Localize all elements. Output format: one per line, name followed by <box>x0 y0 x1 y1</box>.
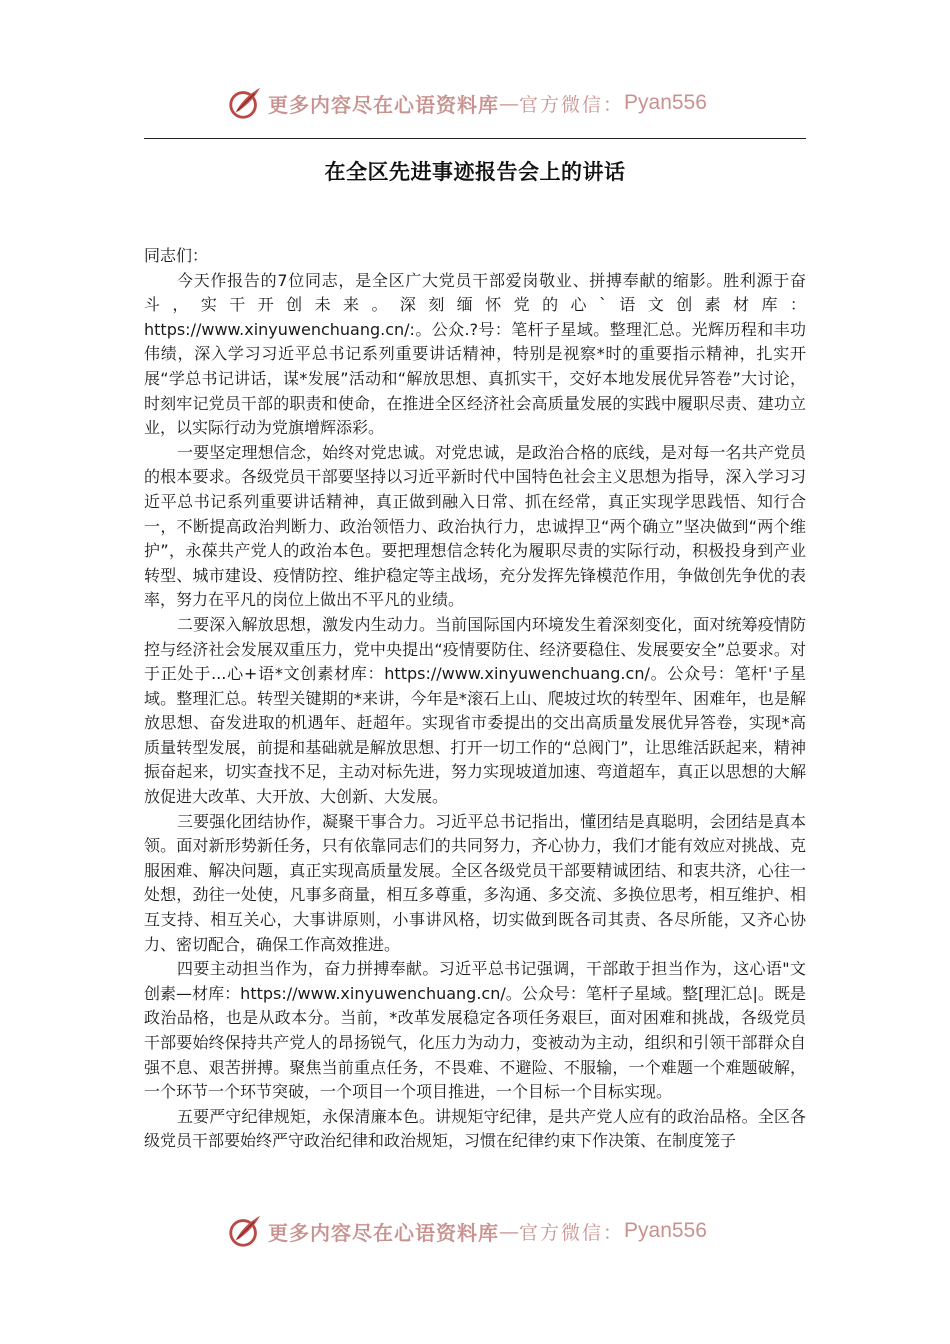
document-title: 在全区先进事迹报告会上的讲话 <box>324 160 626 184</box>
banner-label: 官方微信： <box>519 1221 625 1244</box>
header-banner <box>0 78 950 128</box>
greeting: 同志们： <box>144 246 209 265</box>
footer-banner <box>0 1206 950 1256</box>
banner-dash: — <box>499 1219 519 1243</box>
quill-logo-icon <box>226 1212 264 1250</box>
paragraph: 四要主动担当作为，奋力拼搏奉献。习近平总书记强调，干部敢于担当作为，这心语"文创素—材库：https://www.xinyuwenchuang.cn/。公众号：笔杆子星域。整[理汇总|。既是政治品格，也是从政本分。当前，*改革发展稳定各项任务艰巨，面对困难和挑战，各级党员干部要始终保持共产党人的昂扬锐气，化压力为动力，变被动为主动，组织和引领干部群众自强不息、艰苦拼搏。聚焦当前重点任务，不畏难、不避险、不服输，一个难题一个难题破解，一个环节一个环节突破，一个项目一个项目推进，一个目标一个目标实现。 <box>144 959 806 1102</box>
banner-wechat-id: Pyan556 <box>624 1219 707 1242</box>
paragraph: 今天作报告的7位同志，是全区广大党员干部爱岗敬业、拼搏奉献的缩影。胜利源于奋斗，实干开创未来。深刻缅怀党的心`语文创素材库：https://www.xinyuwenchuang.cn/:。公众.?号：笔杆子星域。整理汇总。光辉历程和丰功伟绩，深入学习习近平总书记系列重要讲话精神，特别是视察*时的重要指示精神，扎实开展“学总书记讲话，谋*发展”活动和“解放思想、真抓实干，交好本地发展优异答卷”大讨论，时刻牢记党员干部的职责和使命，在推进全区经济社会高质量发展的实践中履职尽责、建功立业，以实际行动为党旗增辉添彩。 <box>144 270 806 438</box>
banner-slogan: 更多内容尽在心语资料库 <box>268 92 499 117</box>
paragraph: 三要强化团结协作，凝聚干事合力。习近平总书记指出，懂团结是真聪明，会团结是真本领。面对新形势新任务，只有依靠同志们的共同努力，齐心协力，我们才能有效应对挑战、克服困难、解决问题，真正实现高质量发展。全区各级党员干部要精诚团结、和衷共济，心往一处想，劲往一处使，凡事多商量，相互多尊重，多沟通、多交流、多换位思考，相互维护、相互支持、相互关心，大事讲原则，小事讲风格，切实做到既各司其责、各尽所能，又齐心协力、密切配合，确保工作高效推进。 <box>144 811 806 954</box>
paragraph: 五要严守纪律规矩，永保清廉本色。讲规矩守纪律，是共产党人应有的政治品格。全区各级党员干部要始终严守政治纪律和政治规矩，习惯在纪律约束下作决策、在制度笼子 <box>144 1106 806 1151</box>
paragraph: 一要坚定理想信念，始终对党忠诚。对党忠诚，是政治合格的底线，是对每一名共产党员的根本要求。各级党员干部要坚持以习近平新时代中国特色社会主义思想为指导，深入学习习近平总书记系列重要讲话精神，真正做到融入日常、抓在经常，真正实现学思践悟、知行合一，不断提高政治判断力、政治领悟力、政治执行力，忠诚捍卫“两个确立”坚决做到“两个维护”，永葆共产党人的政治本色。要把理想信念转化为履职尽责的实际行动，积极投身到产业转型、城市建设、疫情防控、维护稳定等主战场，充分发挥先锋模范作用，争做创先争优的表率，努力在平凡的岗位上做出不平凡的业绩。 <box>144 442 806 610</box>
header-divider <box>144 138 806 139</box>
paragraph: 二要深入解放思想，激发内生动力。当前国际国内环境发生着深刻变化，面对统筹疫情防控与经济社会发展双重压力，党中央提出“疫情要防住、经济要稳住、发展要安全”总要求。对于正处于...心+语*文创素材库：https://www.xinyuwenchuang.cn/。公众号：笔杆'子星域。整理汇总。转型关键期的*来讲，今年是*滚石上山、爬坡过坎的转型年、困难年，也是解放思想、奋发进取的机遇年、赶超年。实现省市委提出的交出高质量发展优异答卷，实现*高质量转型发展，前提和基础就是解放思想、打开一切工作的“总阀门”，让思维活跃起来，精神振奋起来，切实查找不足，主动对标先进，努力实现坡道加速、弯道超车，真正以思想的大解放促进大改革、大开放、大创新、大发展。 <box>144 614 806 807</box>
banner-dash: — <box>499 91 519 115</box>
banner-label: 官方微信： <box>519 93 625 116</box>
document-body <box>144 244 806 1154</box>
banner-wechat-id: Pyan556 <box>624 91 707 114</box>
banner-slogan: 更多内容尽在心语资料库 <box>268 1220 499 1245</box>
quill-logo-icon <box>226 84 264 122</box>
